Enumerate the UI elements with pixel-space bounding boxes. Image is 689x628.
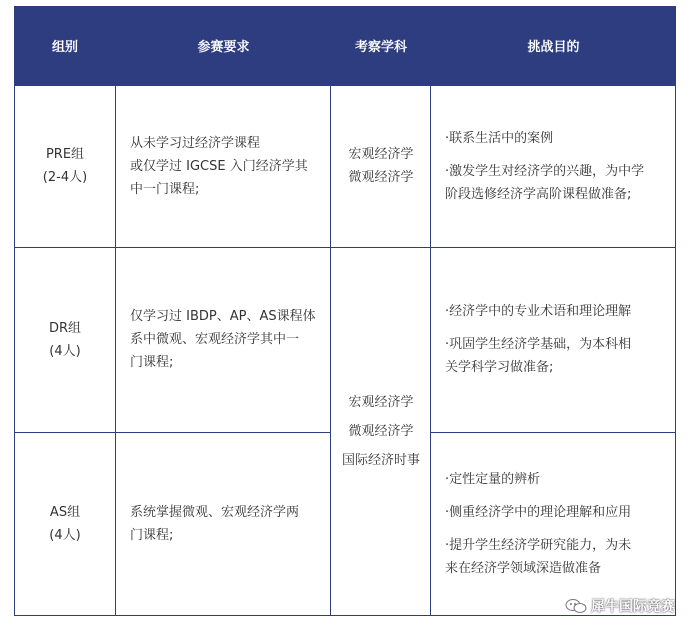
header-requirement: 参赛要求 — [116, 6, 331, 85]
row-pre-group: PRE组 (2-4人) — [42, 147, 88, 185]
row-dr-goal — [431, 247, 676, 432]
goal-item: ·定性定量的辨析 — [445, 472, 541, 487]
grid-line — [14, 247, 676, 248]
row-pre-subject: 宏观经济学 微观经济学 — [348, 147, 414, 185]
goal-item: ·侧重经济学中的理论理解和应用 — [445, 505, 632, 520]
row-pre-requirement: 从未学习过经济学课程 或仅学过 IGCSE 入门经济学其 中一门课程; — [130, 135, 308, 197]
grid-line — [431, 432, 676, 433]
row-as-goal — [431, 432, 676, 616]
row-dr-as-subject: 宏观经济学 微观经济学 国际经济时事 — [341, 395, 420, 468]
goal-item: ·巩固学生经济学基础，为本科相 关学科学习做准备; — [445, 337, 632, 375]
goal-item: ·经济学中的专业术语和理论理解 — [445, 304, 632, 319]
grid-line — [430, 6, 431, 616]
wechat-icon — [565, 598, 587, 614]
grid-line — [14, 6, 15, 616]
grid-line — [330, 6, 331, 616]
grid-line — [115, 6, 116, 616]
goal-item: ·联系生活中的案例 — [445, 130, 554, 146]
row-as-requirement: 系统掌握微观、宏观经济学两 门课程; — [130, 505, 300, 543]
row-as-group: AS组 (4人) — [49, 505, 81, 543]
goal-item: ·激发学生对经济学的兴趣，为中学 阶段选修经济学高阶课程做准备; — [445, 163, 645, 202]
header-subject: 考察学科 — [331, 6, 431, 85]
header-goal: 挑战目的 — [431, 6, 676, 85]
competition-table — [14, 6, 676, 616]
grid-line — [14, 432, 331, 433]
row-dr-group: DR组 (4人) — [48, 320, 82, 359]
row-dr-requirement: 仅学习过 IBDP、AP、AS课程体 系中微观、宏观经济学其中一 门课程; — [130, 309, 316, 370]
goal-item: ·提升学生经济学研究能力，为未 来在经济学领域深造做准备 — [445, 538, 632, 576]
grid-line — [14, 85, 676, 86]
watermark: 犀牛国际竞赛 — [565, 596, 675, 616]
grid-line — [675, 6, 676, 616]
header-group: 组别 — [14, 6, 116, 85]
row-pre-goal — [431, 85, 676, 247]
